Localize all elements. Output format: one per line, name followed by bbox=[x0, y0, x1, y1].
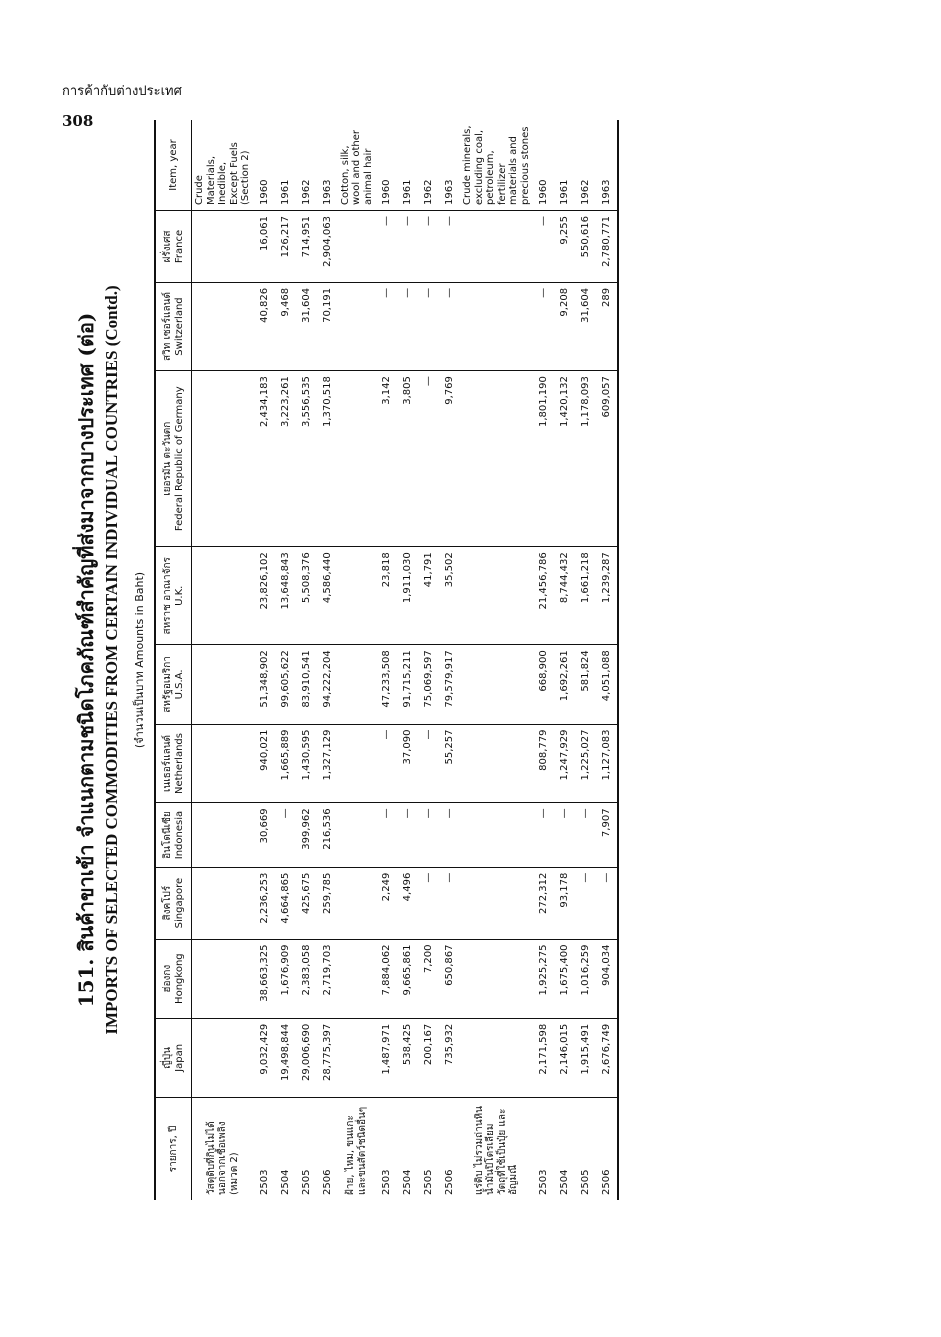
value-cell: 4,586,440 bbox=[317, 547, 338, 645]
value-cell: 29,006,690 bbox=[296, 1018, 317, 1097]
value-cell: — bbox=[596, 867, 618, 939]
empty-cell bbox=[460, 803, 533, 867]
value-cell: 91,715,211 bbox=[397, 645, 418, 724]
year-thai: 2504 bbox=[559, 1169, 570, 1195]
value-cell: 16,061 bbox=[254, 211, 275, 283]
value-cell: 9,032,429 bbox=[254, 1018, 275, 1097]
value-cell: 2,171,598 bbox=[533, 1018, 554, 1097]
table-row bbox=[376, 120, 397, 1200]
value-cell: 735,932 bbox=[439, 1018, 460, 1097]
value-cell: — bbox=[275, 803, 296, 867]
running-head: การค้ากับต่างประเทศ bbox=[62, 84, 182, 99]
value-cell: — bbox=[418, 211, 439, 283]
value-cell: 3,142 bbox=[376, 371, 397, 547]
table-row bbox=[254, 120, 275, 1200]
header-country: เนเธอร์แลนด์ Netherlands bbox=[155, 724, 192, 803]
value-cell: — bbox=[418, 867, 439, 939]
value-cell: 4,496 bbox=[397, 867, 418, 939]
value-cell: 289 bbox=[596, 282, 618, 370]
empty-cell bbox=[338, 282, 377, 370]
value-cell: 40,826 bbox=[254, 282, 275, 370]
table-row bbox=[596, 120, 618, 1200]
table-title-thai: 151. สินค้าขาเข้า จำแนกตามชนิดโภคภัณฑ์สำคัญที่ส่งมาจากบางประเทศ (ต่อ) bbox=[74, 312, 98, 1008]
value-cell: 2,904,063 bbox=[317, 211, 338, 283]
value-cell: 2,719,703 bbox=[317, 939, 338, 1018]
value-cell: — bbox=[418, 803, 439, 867]
empty-cell bbox=[460, 371, 533, 547]
value-cell: 75,069,597 bbox=[418, 645, 439, 724]
section-header-row bbox=[338, 120, 377, 1200]
year-thai: 2504 bbox=[279, 1169, 291, 1195]
value-cell: 2,146,015 bbox=[554, 1018, 575, 1097]
value-cell: 1,239,287 bbox=[596, 547, 618, 645]
section-label-english: Crude minerals, excluding coal, petroleum, fertilizer materials and precious stones bbox=[460, 120, 533, 211]
value-cell: 38,663,325 bbox=[254, 939, 275, 1018]
value-cell: 9,665,861 bbox=[397, 939, 418, 1018]
empty-cell bbox=[192, 724, 254, 803]
empty-cell bbox=[338, 724, 377, 803]
year-english: 1962 bbox=[575, 120, 596, 211]
value-cell: 668,900 bbox=[533, 645, 554, 724]
section-label-english: Crude Materials, Inedible, Except Fuels (Section 2) bbox=[192, 120, 254, 211]
value-cell: — bbox=[376, 282, 397, 370]
value-cell: — bbox=[439, 211, 460, 283]
table-row bbox=[418, 120, 439, 1200]
value-cell: 7,200 bbox=[418, 939, 439, 1018]
value-cell: 31,604 bbox=[296, 282, 317, 370]
header-item-english: Item, year bbox=[155, 120, 192, 211]
year-thai: 2505 bbox=[423, 1169, 434, 1195]
empty-cell bbox=[338, 867, 377, 939]
header-row bbox=[155, 120, 192, 1200]
empty-cell bbox=[192, 645, 254, 724]
value-cell: 1,915,491 bbox=[575, 1018, 596, 1097]
value-cell: 259,785 bbox=[317, 867, 338, 939]
empty-cell bbox=[192, 547, 254, 645]
year-thai: 2503 bbox=[258, 1169, 270, 1195]
value-cell: 99,605,622 bbox=[275, 645, 296, 724]
value-cell: 21,456,786 bbox=[533, 547, 554, 645]
section-header-row bbox=[460, 120, 533, 1200]
header-country: ฝรั่งเศส France bbox=[155, 211, 192, 283]
value-cell: — bbox=[439, 282, 460, 370]
value-cell: 1,661,218 bbox=[575, 547, 596, 645]
table-row bbox=[533, 120, 554, 1200]
value-cell: 51,348,902 bbox=[254, 645, 275, 724]
value-cell: — bbox=[376, 211, 397, 283]
section-label-thai: วัสดุดิบที่กินไม่ได้นอกจากเชื้อเพลิง (หมวด 2) bbox=[205, 1121, 240, 1195]
header-country: สหราช อาณาจักร U.K. bbox=[155, 547, 192, 645]
value-cell: 581,824 bbox=[575, 645, 596, 724]
value-cell: 1,430,595 bbox=[296, 724, 317, 803]
header-country: ฮ่องกง Hongkong bbox=[155, 939, 192, 1018]
value-cell: 1,420,132 bbox=[554, 371, 575, 547]
value-cell: 2,434,183 bbox=[254, 371, 275, 547]
value-cell: 1,925,275 bbox=[533, 939, 554, 1018]
rotated-table-page bbox=[70, 120, 910, 1200]
table-row bbox=[554, 120, 575, 1200]
year-thai: 2503 bbox=[538, 1169, 549, 1195]
table-body bbox=[192, 120, 619, 1200]
value-cell: — bbox=[533, 282, 554, 370]
value-cell: — bbox=[418, 371, 439, 547]
value-cell: 538,425 bbox=[397, 1018, 418, 1097]
value-cell: 3,556,535 bbox=[296, 371, 317, 547]
empty-cell bbox=[460, 724, 533, 803]
value-cell: 70,191 bbox=[317, 282, 338, 370]
table-row bbox=[397, 120, 418, 1200]
header-item-thai: รายการ, ปี bbox=[155, 1098, 192, 1201]
value-cell: 1,676,909 bbox=[275, 939, 296, 1018]
value-cell: 650,867 bbox=[439, 939, 460, 1018]
value-cell: 5,508,376 bbox=[296, 547, 317, 645]
value-cell: 8,744,432 bbox=[554, 547, 575, 645]
section-label-thai: แร่ดิบ ไม่รวมถ่านหิน น้ำมันปิโตรเลียม วัตถุที่ใช้เป็นปุ๋ย และอัญมณี bbox=[473, 1106, 519, 1195]
value-cell: — bbox=[533, 211, 554, 283]
empty-cell bbox=[460, 939, 533, 1018]
value-cell: 55,257 bbox=[439, 724, 460, 803]
value-cell: — bbox=[554, 803, 575, 867]
value-cell: 23,826,102 bbox=[254, 547, 275, 645]
value-cell: 126,217 bbox=[275, 211, 296, 283]
empty-cell bbox=[460, 867, 533, 939]
value-cell: 28,775,397 bbox=[317, 1018, 338, 1097]
value-cell: 9,208 bbox=[554, 282, 575, 370]
year-thai: 2506 bbox=[321, 1169, 333, 1195]
value-cell: 4,664,865 bbox=[275, 867, 296, 939]
value-cell: 79,579,917 bbox=[439, 645, 460, 724]
year-english: 1962 bbox=[296, 120, 317, 211]
value-cell: 83,910,541 bbox=[296, 645, 317, 724]
year-thai: 2505 bbox=[580, 1169, 591, 1195]
value-cell: 13,648,843 bbox=[275, 547, 296, 645]
value-cell: 1,665,889 bbox=[275, 724, 296, 803]
year-english: 1961 bbox=[554, 120, 575, 211]
value-cell: — bbox=[376, 724, 397, 803]
value-cell: 1,487,971 bbox=[376, 1018, 397, 1097]
value-cell: — bbox=[397, 211, 418, 283]
header-country: สวิท เซอร์แลนด์ Switzerland bbox=[155, 282, 192, 370]
table-row bbox=[575, 120, 596, 1200]
year-english: 1963 bbox=[596, 120, 618, 211]
value-cell: 714,951 bbox=[296, 211, 317, 283]
table-row bbox=[317, 120, 338, 1200]
table-row bbox=[439, 120, 460, 1200]
header-country: อินโดนีเซีย Indonesia bbox=[155, 803, 192, 867]
year-english: 1960 bbox=[533, 120, 554, 211]
value-cell: 2,383,058 bbox=[296, 939, 317, 1018]
empty-cell bbox=[338, 547, 377, 645]
value-cell: 35,502 bbox=[439, 547, 460, 645]
value-cell: — bbox=[575, 803, 596, 867]
empty-cell bbox=[192, 803, 254, 867]
value-cell: 31,604 bbox=[575, 282, 596, 370]
empty-cell bbox=[192, 867, 254, 939]
section-label-thai: ฝ้าย, ไหม, ขนแกะ และขนสัตว์ชนิดอื่นๆ bbox=[345, 1106, 368, 1195]
year-english: 1960 bbox=[254, 120, 275, 211]
value-cell: — bbox=[439, 867, 460, 939]
value-cell: — bbox=[575, 867, 596, 939]
value-cell: 2,236,253 bbox=[254, 867, 275, 939]
value-cell: — bbox=[418, 282, 439, 370]
header-country: สหรัฐอเมริกา U.S.A. bbox=[155, 645, 192, 724]
empty-cell bbox=[338, 1018, 377, 1097]
value-cell: 30,669 bbox=[254, 803, 275, 867]
header-country: เยอรมัน ตะวันตก Federal Republic of Germany bbox=[155, 371, 192, 547]
value-cell: 1,911,030 bbox=[397, 547, 418, 645]
year-english: 1961 bbox=[275, 120, 296, 211]
value-cell: — bbox=[397, 803, 418, 867]
empty-cell bbox=[338, 211, 377, 283]
header-country: ญี่ปุ่น Japan bbox=[155, 1018, 192, 1097]
year-thai: 2504 bbox=[402, 1169, 413, 1195]
value-cell: 9,468 bbox=[275, 282, 296, 370]
units-note: (จำนวนเป็นบาท Amounts in Baht) bbox=[133, 571, 146, 749]
empty-cell bbox=[192, 371, 254, 547]
header-country: สิงคโปร์ Singapore bbox=[155, 867, 192, 939]
empty-cell bbox=[338, 939, 377, 1018]
empty-cell bbox=[338, 645, 377, 724]
empty-cell bbox=[192, 939, 254, 1018]
table-row bbox=[296, 120, 317, 1200]
value-cell: 940,021 bbox=[254, 724, 275, 803]
empty-cell bbox=[460, 211, 533, 283]
empty-cell bbox=[460, 1018, 533, 1097]
table-row bbox=[275, 120, 296, 1200]
value-cell: 3,223,261 bbox=[275, 371, 296, 547]
value-cell: 550,616 bbox=[575, 211, 596, 283]
value-cell: 2,780,771 bbox=[596, 211, 618, 283]
value-cell: — bbox=[439, 803, 460, 867]
year-english: 1961 bbox=[397, 120, 418, 211]
value-cell: 1,801,190 bbox=[533, 371, 554, 547]
value-cell: 41,791 bbox=[418, 547, 439, 645]
value-cell: 2,249 bbox=[376, 867, 397, 939]
imports-table bbox=[154, 120, 619, 1200]
year-english: 1962 bbox=[418, 120, 439, 211]
year-english: 1963 bbox=[439, 120, 460, 211]
empty-cell bbox=[460, 282, 533, 370]
value-cell: 399,962 bbox=[296, 803, 317, 867]
value-cell: 272,312 bbox=[533, 867, 554, 939]
value-cell: 4,051,088 bbox=[596, 645, 618, 724]
empty-cell bbox=[192, 211, 254, 283]
value-cell: 808,779 bbox=[533, 724, 554, 803]
value-cell: 3,805 bbox=[397, 371, 418, 547]
value-cell: 37,090 bbox=[397, 724, 418, 803]
empty-cell bbox=[192, 282, 254, 370]
empty-cell bbox=[192, 1018, 254, 1097]
value-cell: 1,370,518 bbox=[317, 371, 338, 547]
value-cell: — bbox=[397, 282, 418, 370]
value-cell: 1,016,259 bbox=[575, 939, 596, 1018]
value-cell: 9,769 bbox=[439, 371, 460, 547]
value-cell: 93,178 bbox=[554, 867, 575, 939]
year-english: 1963 bbox=[317, 120, 338, 211]
value-cell: 904,034 bbox=[596, 939, 618, 1018]
section-header-row bbox=[192, 120, 254, 1200]
value-cell: 200,167 bbox=[418, 1018, 439, 1097]
section-label-english: Cotton, silk, wool and other animal hair bbox=[338, 120, 377, 211]
value-cell: 1,675,400 bbox=[554, 939, 575, 1018]
year-thai: 2503 bbox=[381, 1169, 392, 1195]
table-title-english: IMPORTS OF SELECTED COMMODITIES FROM CERTAIN INDIVIDUAL COUNTRIES (Contd.) bbox=[102, 285, 121, 1035]
year-thai: 2505 bbox=[300, 1169, 312, 1195]
value-cell: — bbox=[418, 724, 439, 803]
value-cell: 7,884,062 bbox=[376, 939, 397, 1018]
value-cell: 1,247,929 bbox=[554, 724, 575, 803]
value-cell: 23,818 bbox=[376, 547, 397, 645]
value-cell: 7,907 bbox=[596, 803, 618, 867]
value-cell: 19,498,844 bbox=[275, 1018, 296, 1097]
value-cell: 47,233,508 bbox=[376, 645, 397, 724]
value-cell: 1,327,129 bbox=[317, 724, 338, 803]
value-cell: 425,675 bbox=[296, 867, 317, 939]
empty-cell bbox=[338, 803, 377, 867]
empty-cell bbox=[460, 547, 533, 645]
value-cell: — bbox=[533, 803, 554, 867]
value-cell: 1,178,093 bbox=[575, 371, 596, 547]
value-cell: 609,057 bbox=[596, 371, 618, 547]
year-thai: 2506 bbox=[444, 1169, 455, 1195]
year-english: 1960 bbox=[376, 120, 397, 211]
value-cell: 94,222,204 bbox=[317, 645, 338, 724]
value-cell: — bbox=[376, 803, 397, 867]
value-cell: 2,676,749 bbox=[596, 1018, 618, 1097]
value-cell: 216,536 bbox=[317, 803, 338, 867]
value-cell: 1,225,027 bbox=[575, 724, 596, 803]
empty-cell bbox=[460, 645, 533, 724]
empty-cell bbox=[338, 371, 377, 547]
value-cell: 1,692,261 bbox=[554, 645, 575, 724]
value-cell: 1,127,083 bbox=[596, 724, 618, 803]
page-number: 308 bbox=[62, 112, 94, 130]
year-thai: 2506 bbox=[596, 1098, 618, 1201]
value-cell: 9,255 bbox=[554, 211, 575, 283]
